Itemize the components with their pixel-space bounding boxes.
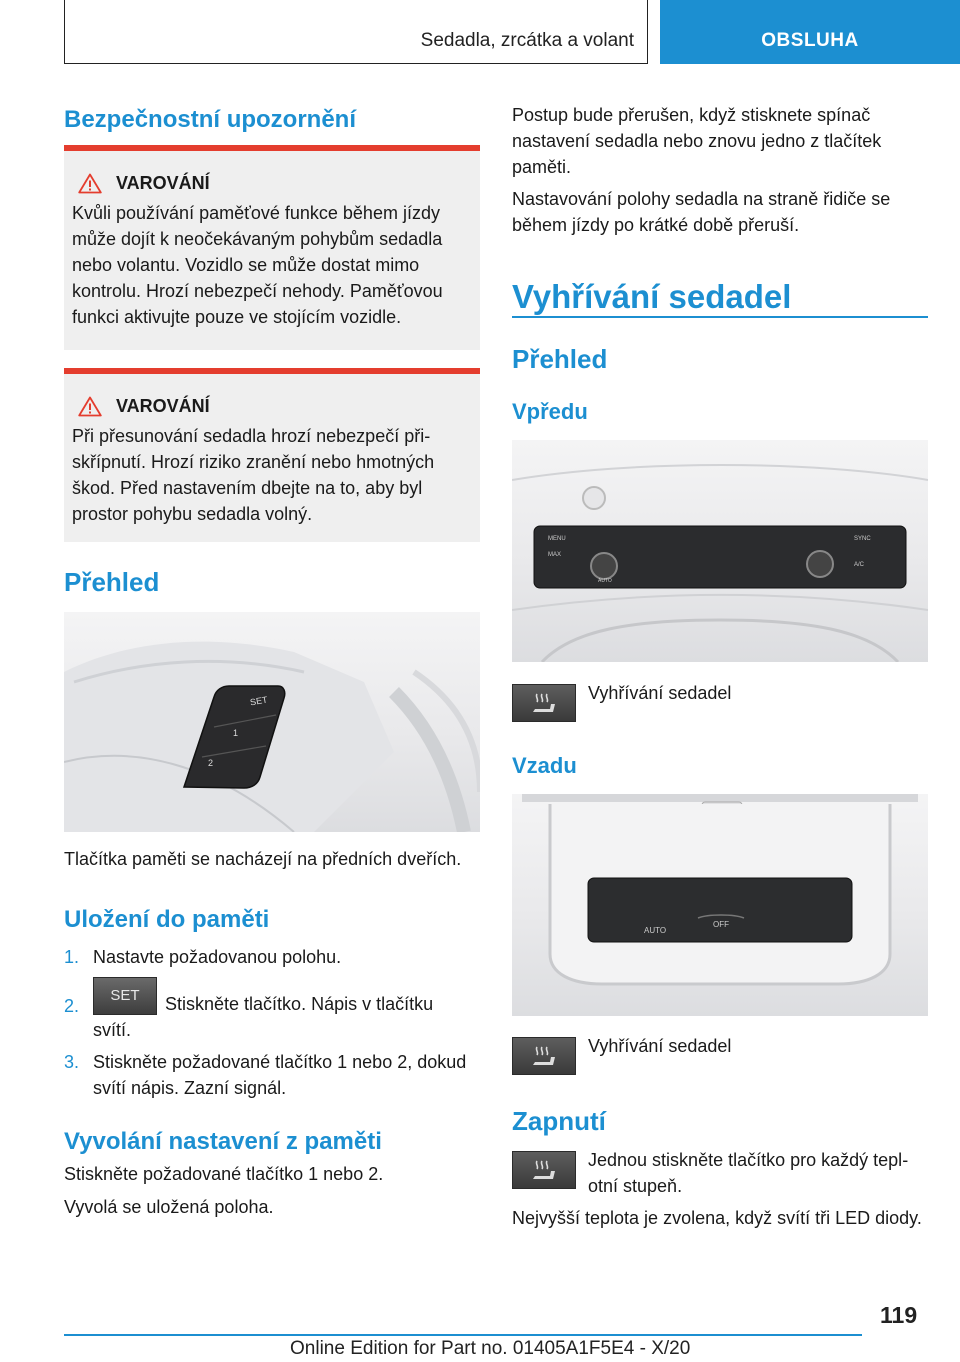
warning-text-2: Při přesunování sedadla hrozí nebezpečí přiskřípnutí. Hrozí riziko zranění nebo hmotných škod. Před nastavením dbejte na to, aby byl prostor pohybu sedadla volný. bbox=[72, 426, 435, 524]
front-panel-illustration bbox=[512, 440, 928, 662]
warning-title-text: VAROVÁNÍ bbox=[116, 173, 210, 193]
warning-box-1 bbox=[64, 145, 480, 350]
seat-heating-button-icon bbox=[512, 1037, 576, 1075]
footer-edition: Online Edition for Part no. 01405A1F5E4 - X/20 bbox=[290, 1338, 691, 1359]
front-caption: Vyhřívání sedadel bbox=[588, 683, 732, 703]
front-climate-panel-image bbox=[512, 440, 928, 662]
seat-heating-button-icon bbox=[512, 684, 576, 722]
set-button-label: SET bbox=[110, 987, 140, 1004]
rear-panel-illustration bbox=[512, 794, 928, 1016]
door-memory-buttons-image bbox=[64, 612, 480, 832]
front-heading: Vpředu bbox=[512, 399, 588, 424]
warning-title-1 bbox=[78, 173, 470, 194]
door-button-1-label: 1 bbox=[233, 728, 239, 738]
continuation-paragraph-2: Nastavování polohy sedadla na straně řidiče se během jízdy po krátké době přeruší. bbox=[512, 189, 891, 235]
safety-heading: Bezpečnostní upozornění bbox=[64, 106, 357, 133]
footer-rule bbox=[64, 1334, 862, 1336]
rear-label-auto: AUTO bbox=[644, 926, 667, 935]
step-text: Stiskněte tlačítko. Nápis v tlačítku svítí. bbox=[93, 994, 434, 1040]
door-button-set-label: SET bbox=[249, 694, 269, 708]
continuation-paragraph-1: Postup bude přerušen, když stisknete spínač nastavení sedadla nebo znovu jedno z tlačítek paměti. bbox=[512, 105, 882, 177]
door-panel-illustration bbox=[64, 612, 480, 832]
list-item bbox=[64, 944, 480, 970]
recall-memory-heading: Vyvolání nastavení z paměti bbox=[64, 1128, 382, 1155]
list-item bbox=[64, 1049, 480, 1101]
seat-heating-button-icon bbox=[512, 1151, 576, 1189]
list-item bbox=[64, 977, 480, 1040]
front-label-menu: MENU bbox=[548, 536, 566, 542]
rear-caption: Vyhřívání sedadel bbox=[588, 1036, 732, 1056]
warning-triangle-icon bbox=[78, 396, 102, 417]
warning-box-2 bbox=[64, 368, 480, 542]
chapter-tab-label: OBSLUHA bbox=[761, 30, 859, 51]
step-number: 3. bbox=[64, 1052, 80, 1072]
rear-label-off: OFF bbox=[713, 920, 729, 929]
store-memory-heading: Uložení do paměti bbox=[64, 906, 270, 933]
switch-on-paragraph: Nejvyšší teplota je zvolena, když svítí tři LED diody. bbox=[512, 1208, 922, 1228]
page-number: 119 bbox=[880, 1302, 918, 1328]
seat-heating-icon bbox=[529, 690, 559, 716]
header-section-title: Sedadla, zrcátka a volant bbox=[420, 30, 634, 51]
warning-title-text: VAROVÁNÍ bbox=[116, 396, 210, 416]
step-number: 1. bbox=[64, 947, 80, 967]
header-chapter-tab bbox=[660, 0, 960, 64]
seat-heating-icon bbox=[529, 1157, 559, 1183]
recall-paragraph-1: Stiskněte požadované tlačítko 1 nebo 2. bbox=[64, 1164, 384, 1184]
front-knob-label: AUTO bbox=[598, 578, 612, 584]
door-button-2-label: 2 bbox=[208, 758, 214, 768]
step-text: Stiskněte požadované tlačítko 1 nebo 2, dokud svítí nápis. Zazní signál. bbox=[93, 1052, 467, 1098]
seat-heating-icon bbox=[529, 1043, 559, 1069]
door-image-caption: Tlačítka paměti se nacházejí na předních dveřích. bbox=[64, 849, 462, 869]
heading-rule bbox=[512, 316, 928, 318]
warning-title-2 bbox=[78, 396, 470, 417]
seat-heating-heading: Vyhřívání sedadel bbox=[512, 278, 792, 315]
recall-paragraph-2: Vyvolá se uložená poloha. bbox=[64, 1197, 274, 1217]
warning-text-1: Kvůli používání paměťové funkce během jízdy může dojít k neočekávaným pohybům sedadla nebo volantu. Vozidlo se může dostat mimo kontrolu. Hrozí nebezpečí nehody. Paměťovou funkci aktivujte pouze ve stojícím vozidle. bbox=[72, 203, 443, 327]
overview-heading-left: Přehled bbox=[64, 567, 160, 597]
front-label-max: MAX bbox=[548, 552, 562, 558]
switch-on-heading: Zapnutí bbox=[512, 1106, 606, 1136]
front-label-ac: A/C bbox=[854, 562, 865, 568]
step-text: Nastavte požadovanou polohu. bbox=[93, 947, 342, 967]
rear-climate-panel-image bbox=[512, 794, 928, 1016]
front-label-sync: SYNC bbox=[854, 536, 871, 542]
warning-triangle-icon bbox=[78, 173, 102, 194]
rear-heading: Vzadu bbox=[512, 753, 577, 778]
switch-on-text: Jednou stiskněte tlačítko pro každý teplotní stupeň. bbox=[588, 1150, 909, 1196]
step-number: 2. bbox=[64, 996, 80, 1016]
overview-heading-right: Přehled bbox=[512, 344, 608, 374]
